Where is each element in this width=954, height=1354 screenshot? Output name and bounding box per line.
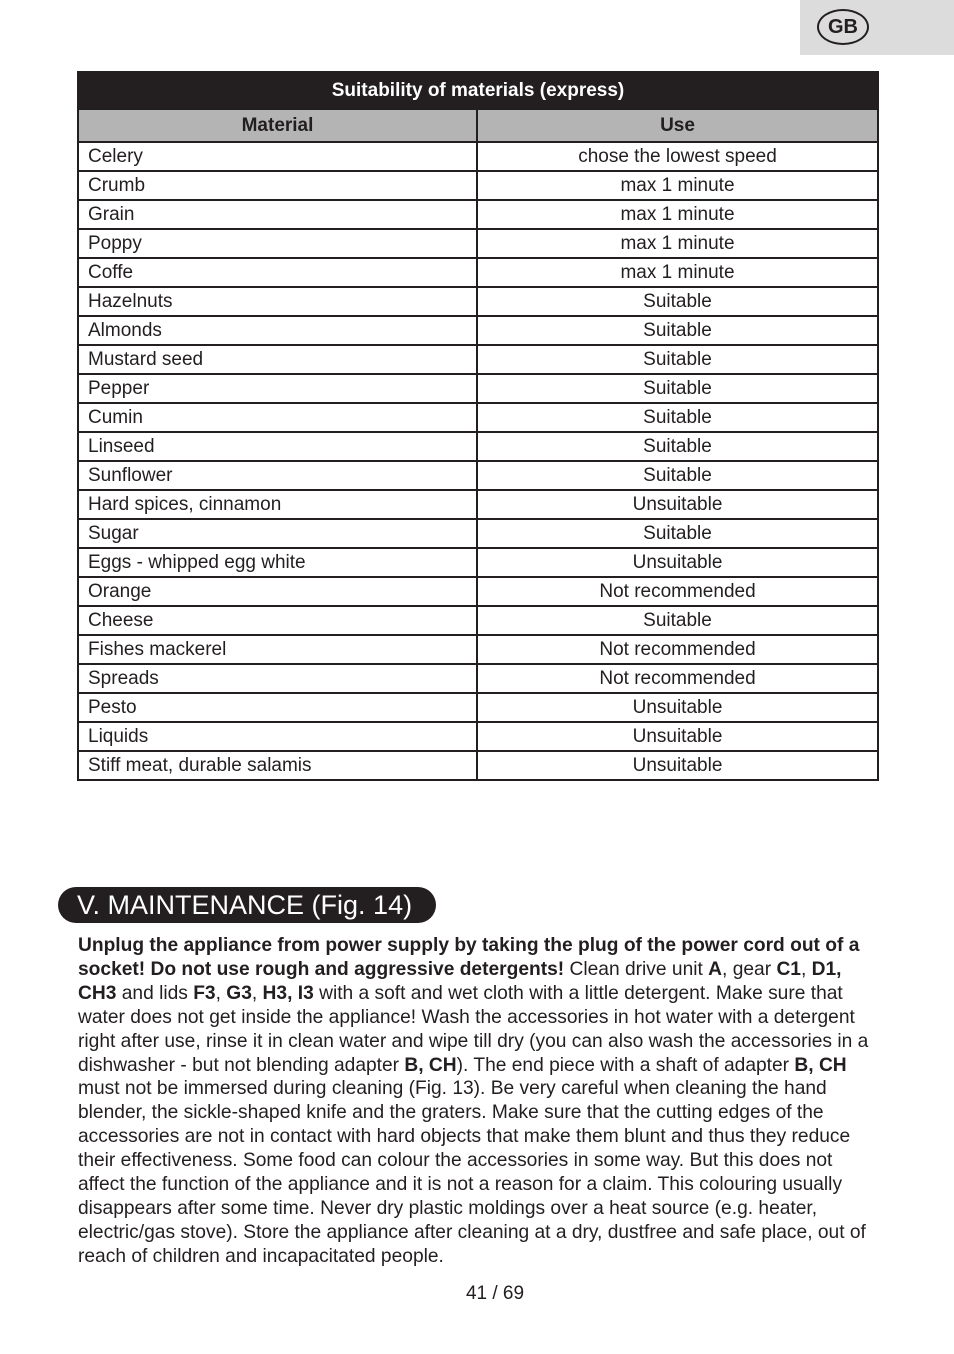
- use-cell: Suitable: [477, 403, 878, 432]
- bold-text-run: D1, CH3: [78, 958, 842, 1004]
- use-cell: Unsuitable: [477, 490, 878, 519]
- text-run: , gear: [722, 958, 777, 980]
- table-row: [78, 287, 878, 316]
- use-cell: Not recommended: [477, 635, 878, 664]
- use-cell: Suitable: [477, 287, 878, 316]
- language-badge: GB: [817, 9, 869, 45]
- use-cell: Suitable: [477, 461, 878, 490]
- text-run: and lids: [116, 982, 194, 1004]
- text-run: ,: [800, 958, 812, 980]
- table-row: [78, 606, 878, 635]
- use-cell: Suitable: [477, 374, 878, 403]
- material-cell: Pesto: [78, 693, 477, 722]
- use-cell: Suitable: [477, 432, 878, 461]
- table-row: [78, 722, 878, 751]
- use-cell: Suitable: [477, 606, 878, 635]
- page-number: 41 / 69: [465, 1283, 525, 1304]
- use-cell: max 1 minute: [477, 171, 878, 200]
- text-run: Clean drive unit: [564, 958, 709, 980]
- material-cell: Cheese: [78, 606, 477, 635]
- maintenance-paragraph: [78, 934, 878, 1269]
- text-run: with a soft and wet cloth with a little detergent. Make sure that water does not get inside the appliance! Wash the accessories in hot water with a detergent right after use, rinse it in clean water and wipe till dry (you can also wash the accessories in a dishwasher - but not blending adapter: [78, 982, 869, 1076]
- use-cell: Suitable: [477, 316, 878, 345]
- text-run: must not be immersed during cleaning (Fig. 13). Be very careful when cleaning the hand blender, the sickle-shaped knife and the graters. Make sure that the cutting edges of the accessories are not in contact with hard objects that make them blunt and thus they reduce their effectiveness. Some food can colour the accessories in some way. But this does not affect the function of the appliance and it is not a reason for a claim. This colouring usually disappears after some time. Never dry plastic moldings over a heat source (e.g. heater, electric/gas stove). Store the appliance after cleaning at a dry, dustfree and safe place, out of reach of children and incapacitated people.: [78, 1078, 866, 1267]
- use-cell: Unsuitable: [477, 548, 878, 577]
- table-row: [78, 693, 878, 722]
- table-row: [78, 635, 878, 664]
- table-row: [78, 519, 878, 548]
- use-cell: Suitable: [477, 519, 878, 548]
- use-cell: Suitable: [477, 345, 878, 374]
- text-run: ). The end piece with a shaft of adapter: [456, 1054, 795, 1076]
- bold-text-run: H3, I3: [262, 982, 314, 1004]
- table-row: [78, 664, 878, 693]
- table-row: [78, 577, 878, 606]
- table-row: [78, 316, 878, 345]
- material-cell: Sugar: [78, 519, 477, 548]
- use-cell: Not recommended: [477, 664, 878, 693]
- bold-text-run: A: [708, 958, 723, 980]
- material-cell: Celery: [78, 142, 477, 171]
- use-cell: max 1 minute: [477, 200, 878, 229]
- table-row: [78, 229, 878, 258]
- table-row: [78, 432, 878, 461]
- text-run: ,: [251, 982, 263, 1004]
- material-cell: Coffe: [78, 258, 477, 287]
- material-cell: Pepper: [78, 374, 477, 403]
- column-header-use: Use: [477, 109, 878, 142]
- table-row: [78, 374, 878, 403]
- material-cell: Almonds: [78, 316, 477, 345]
- material-cell: Sunflower: [78, 461, 477, 490]
- material-cell: Orange: [78, 577, 477, 606]
- bold-text-run: F3: [193, 982, 216, 1004]
- column-header-material: Material: [78, 109, 477, 142]
- use-cell: Not recommended: [477, 577, 878, 606]
- language-badge-box: [800, 0, 954, 55]
- bold-text-run: B, CH: [404, 1054, 457, 1076]
- text-run: ,: [215, 982, 227, 1004]
- bold-text-run: Unplug the appliance from power supply by taking the plug of the power cord out of a socket! Do not use rough and aggressive detergents!: [78, 935, 860, 980]
- table-row: [78, 751, 878, 780]
- bold-text-run: B, CH: [794, 1054, 847, 1076]
- use-cell: max 1 minute: [477, 229, 878, 258]
- table-row: [78, 142, 878, 171]
- material-cell: Hazelnuts: [78, 287, 477, 316]
- table-row: [78, 461, 878, 490]
- material-cell: Mustard seed: [78, 345, 477, 374]
- material-cell: Poppy: [78, 229, 477, 258]
- table-row: [78, 548, 878, 577]
- material-cell: Liquids: [78, 722, 477, 751]
- bold-text-run: G3: [226, 982, 252, 1004]
- table-header-row: [78, 109, 878, 142]
- table-row: [78, 490, 878, 519]
- table-row: [78, 200, 878, 229]
- use-cell: Unsuitable: [477, 751, 878, 780]
- material-cell: Cumin: [78, 403, 477, 432]
- table-body: [78, 142, 878, 780]
- material-cell: Crumb: [78, 171, 477, 200]
- material-cell: Grain: [78, 200, 477, 229]
- table-row: [78, 258, 878, 287]
- table-row: [78, 171, 878, 200]
- material-cell: Hard spices, cinnamon: [78, 490, 477, 519]
- table-title: Suitability of materials (express): [78, 72, 878, 109]
- use-cell: Unsuitable: [477, 722, 878, 751]
- table-row: [78, 403, 878, 432]
- bold-text-run: C1: [776, 958, 801, 980]
- materials-table: [77, 71, 879, 781]
- use-cell: Unsuitable: [477, 693, 878, 722]
- section-heading: V. MAINTENANCE (Fig. 14): [58, 887, 436, 923]
- use-cell: chose the lowest speed: [477, 142, 878, 171]
- table-row: [78, 345, 878, 374]
- material-cell: Stiff meat, durable salamis: [78, 751, 477, 780]
- table-title-row: [78, 72, 878, 109]
- material-cell: Spreads: [78, 664, 477, 693]
- material-cell: Eggs - whipped egg white: [78, 548, 477, 577]
- material-cell: Linseed: [78, 432, 477, 461]
- material-cell: Fishes mackerel: [78, 635, 477, 664]
- use-cell: max 1 minute: [477, 258, 878, 287]
